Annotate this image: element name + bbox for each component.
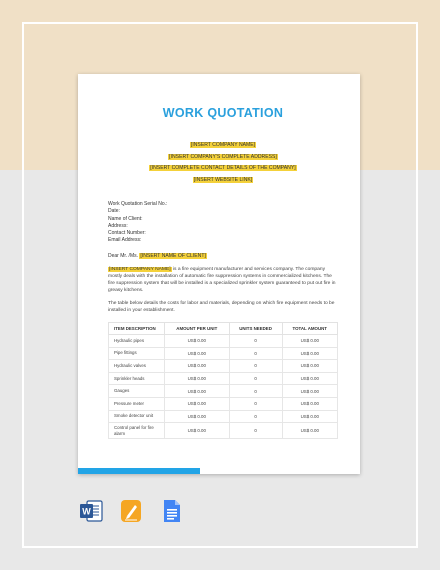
table-row [109,372,338,385]
cell-description: Hydraulic pipes [109,334,165,347]
intro-company-placeholder: [INSERT COMPANY NAME] [109,266,171,272]
cell-amount: US$ 0.00 [165,385,230,398]
cell-total: US$ 0.00 [282,334,337,347]
cell-description: Smoke detector unit [109,410,165,423]
accent-bar [78,468,200,474]
client-fields [108,201,338,244]
table-row [109,397,338,410]
cell-amount: US$ 0.00 [165,397,230,410]
cell-amount: US$ 0.00 [165,360,230,373]
cell-total: US$ 0.00 [282,410,337,423]
intro-paragraph [108,266,338,294]
intro-text: is a fire equipment manufacturer and services company. The company mostly deals with the installation of automatic fire suppression systems in commercialized kitchens. The fire suppression system that will be installed is a specialized sprinkler system guaranteed to put out fire in greasy kitchens. [108,266,336,293]
document-page [78,74,360,474]
cell-units: 0 [229,372,282,385]
cell-description: Sprinkler heads [109,372,165,385]
header-amount-per-unit: AMOUNT PER UNIT [165,322,230,334]
header-item-description: ITEM DESCRIPTION [109,322,165,334]
table-row [109,410,338,423]
cell-total: US$ 0.00 [282,360,337,373]
header-total-amount: TOTAL AMOUNT [282,322,337,334]
table-row [109,360,338,373]
field-email: Email Address: [108,236,142,243]
cell-total: US$ 0.00 [282,397,337,410]
svg-text:W: W [82,506,91,517]
pages-icon[interactable] [118,498,144,524]
company-name: [INSERT COMPANY NAME] [190,142,256,148]
cell-description: Gauges [109,385,165,398]
cell-units: 0 [229,360,282,373]
table-row [109,347,338,360]
salutation-line [108,253,338,260]
cell-description: Hydraulic valves [109,360,165,373]
cell-amount: US$ 0.00 [165,347,230,360]
field-address: Address: [108,222,128,229]
company-info [108,138,338,184]
table-row [109,385,338,398]
cell-units: 0 [229,410,282,423]
table-header-row [109,322,338,334]
cell-units: 0 [229,397,282,410]
cell-description: Control panel for fire alarm [109,423,165,439]
cell-amount: US$ 0.00 [165,410,230,423]
field-contact: Contact Number: [108,229,146,236]
company-address: [INSERT COMPANY'S COMPLETE ADDRESS] [169,153,277,160]
cell-units: 0 [229,334,282,347]
cell-amount: US$ 0.00 [165,334,230,347]
table-row [109,423,338,439]
cell-description: Pipe fittings [109,347,165,360]
quotation-table [108,322,338,439]
cell-total: US$ 0.00 [282,385,337,398]
document-title: WORK QUOTATION [162,106,284,120]
cell-units: 0 [229,385,282,398]
cell-total: US$ 0.00 [282,347,337,360]
field-client-name: Name of Client: [108,215,143,222]
cell-amount: US$ 0.00 [165,372,230,385]
cell-total: US$ 0.00 [282,372,337,385]
table-row [109,334,338,347]
client-name-placeholder: [INSERT NAME OF CLIENT] [140,252,206,259]
company-website: [INSERT WEBSITE LINK] [193,176,253,183]
field-serial: Work Quotation Serial No.: [108,201,168,208]
word-icon[interactable] [78,498,104,524]
field-date: Date: [108,208,120,215]
salutation: Dear Mr. /Ms. [108,252,139,259]
google-docs-icon[interactable] [158,498,184,524]
cell-amount: US$ 0.00 [165,423,230,439]
cell-description: Pressure meter [109,397,165,410]
company-contact: [INSERT COMPLETE CONTACT DETAILS OF THE COMPANY] [150,165,296,172]
cell-total: US$ 0.00 [282,423,337,439]
cell-units: 0 [229,347,282,360]
table-intro: The table below details the costs for labor and materials, depending on which fire equipment needs to be installed in your establishment. [108,300,335,313]
header-units-needed: UNITS NEEDED [229,322,282,334]
cell-units: 0 [229,423,282,439]
